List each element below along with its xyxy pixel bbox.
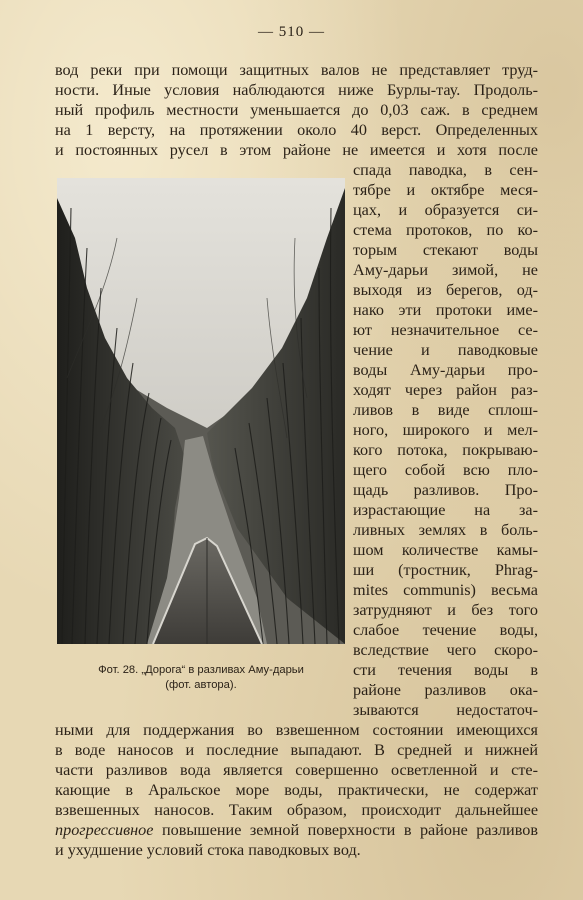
text-line: чение и паводковые	[353, 341, 538, 359]
text-line: нако эти протоки име-	[353, 301, 538, 319]
text-line: взвешенных наносов. Таким образом, происходит дальнейшее	[55, 801, 538, 819]
text-line: шом количестве камы-	[353, 541, 538, 559]
text-line: израстающие на за-	[353, 501, 538, 519]
text-line: сти течения воды в	[353, 661, 538, 679]
text-line	[55, 820, 538, 840]
reed-channel-photo	[57, 178, 345, 644]
italic-emphasis: прогрессивное	[55, 821, 154, 839]
text-line: ными для поддержания во взвешенном состоянии имеющихся	[55, 721, 538, 739]
text-line: ходят через район раз-	[353, 381, 538, 399]
text-line: вод реки при помощи защитных валов не представляет труд-	[55, 61, 538, 79]
text-line: ливных землях в боль-	[353, 521, 538, 539]
text-line: цах, и образуется си-	[353, 201, 538, 219]
figure-caption: Фот. 28. „Дорога“ в разливах Аму-дарьи	[98, 664, 304, 676]
text-line: на 1 версту, на протяжении около 40 верст. Определенных	[55, 121, 538, 139]
text-line: торым стекают воды	[353, 241, 538, 259]
text-line: mites communis) весьма	[353, 581, 538, 599]
text-line: в воде наносов и последние выпадают. В средней и нижней	[55, 741, 538, 759]
text-line: тябре и октябре меся-	[353, 181, 538, 199]
text-line: стема протоков, по ко-	[353, 221, 538, 239]
text-line: зываются недостаточ-	[353, 701, 538, 719]
text-line: и постоянных русел в этом районе не имеется и хотя после	[55, 141, 538, 159]
text-line: кающие в Аральское море воды, практически, не содержат	[55, 781, 538, 799]
text-line: ливов в виде сплош-	[353, 401, 538, 419]
text-line: части разливов вода является совершенно осветленной и сте-	[55, 761, 538, 779]
text-line: вследствие чего скоро-	[353, 641, 538, 659]
text-line: ши (тростник, Phrag-	[353, 561, 538, 579]
text-line: щадь разливов. Про-	[353, 481, 538, 499]
text-line: выходя из берегов, од-	[353, 281, 538, 299]
text-line: спада паводка, в сен-	[353, 161, 538, 179]
figure-caption-credit: (фот. автора).	[165, 679, 237, 691]
text-line-rest: повышение земной поверхности в районе разливов	[153, 821, 538, 839]
text-line: кого потока, покрываю-	[353, 441, 538, 459]
text-line: ности. Иные условия наблюдаются ниже Бурлы-тау. Продоль-	[55, 81, 538, 99]
text-line: Аму-дарьи зимой, не	[353, 261, 538, 279]
text-line: воды Аму-дарьи про-	[353, 361, 538, 379]
text-line: ют незначительное се-	[353, 321, 538, 339]
text-line: ного, широкого и мел-	[353, 421, 538, 439]
text-line: районе разливов ока-	[353, 681, 538, 699]
page-number: — 510 —	[258, 24, 325, 40]
text-line: щего собой всю пло-	[353, 461, 538, 479]
text-line: затрудняют и без того	[353, 601, 538, 619]
text-line: ный профиль местности уменьшается до 0,03 саж. в среднем	[55, 101, 538, 119]
text-line: слабое течение воды,	[353, 621, 538, 639]
text-line: и ухудшение условий стока паводковых вод.	[55, 841, 361, 859]
